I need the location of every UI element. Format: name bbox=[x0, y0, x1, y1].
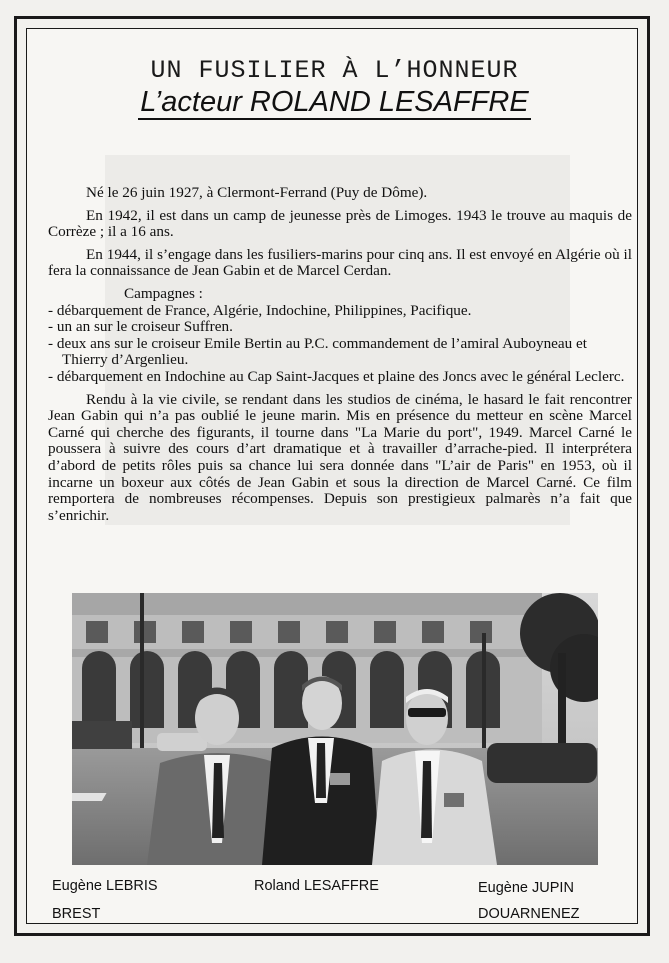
campaign-item: - débarquement de France, Algérie, Indochine, Philippines, Pacifique. bbox=[48, 301, 472, 319]
bio-1944: En 1944, il s’engage dans les fusiliers-marins pour cinq ans. Il est envoyé en Algérie où il fera la connaissance de Jean Gabin et de Marcel Cerdan. bbox=[48, 245, 632, 280]
bio-birth: Né le 26 juin 1927, à Clermont-Ferrand (Puy de Dôme). bbox=[86, 184, 428, 201]
group-photo bbox=[72, 593, 598, 865]
bio-1942: En 1942, il est dans un camp de jeunesse près de Limoges. 1943 le trouve au maquis de Corrèze ; il a 16 ans. bbox=[48, 206, 632, 241]
caption-right-name: Eugène JUPIN bbox=[478, 880, 574, 896]
biography bbox=[48, 185, 632, 530]
bio-career: Rendu à la vie civile, se rendant dans les studios de cinéma, le hasard le fait rencontrer Jean Gabin qui n’a pas oublié le jeune marin. Mis en présence du metteur en scène Marcel Carné qui cherche des figurants, il tourne dans "La Marie du port", 1949. Marcel Carné le poussera à suivre des cours d’art dramatique et à travailler d’arrache-pied. Il interprétera d’abord de petits rôles puis sa chance lui sera donnée dans "L’air de Paris" en 1953, où il incarne un boxeur aux côtés de Jean Gabin et sous la direction de Marcel Carné. Ce film remportera de nombreuses récompenses. Depuis son prestigieux palmarès n’a fait que s’enrichir. bbox=[48, 390, 632, 524]
campaigns-list bbox=[48, 286, 632, 386]
campaign-item: - deux ans sur le croiseur Emile Bertin au P.C. commandement de l’amiral Auboyneau et Thierry d’Argenlieu. bbox=[48, 334, 588, 369]
page-subtitle-wrap bbox=[0, 86, 669, 119]
caption-center-name: Roland LESAFFRE bbox=[254, 878, 379, 894]
campaigns-title: Campagnes : bbox=[124, 284, 203, 302]
caption-left-name: Eugène LEBRIS bbox=[52, 878, 158, 894]
campaign-item: - débarquement en Indochine au Cap Saint-Jacques et plaine des Joncs avec le général Leclerc. bbox=[48, 367, 625, 385]
page-title: UN FUSILIER À L’HONNEUR bbox=[150, 56, 519, 85]
caption-left-place: BREST bbox=[52, 906, 101, 922]
caption-right-place: DOUARNENEZ bbox=[478, 906, 580, 922]
page-subtitle: L’acteur ROLAND LESAFFRE bbox=[140, 86, 529, 118]
campaign-item: - un an sur le croiseur Suffren. bbox=[48, 318, 233, 336]
